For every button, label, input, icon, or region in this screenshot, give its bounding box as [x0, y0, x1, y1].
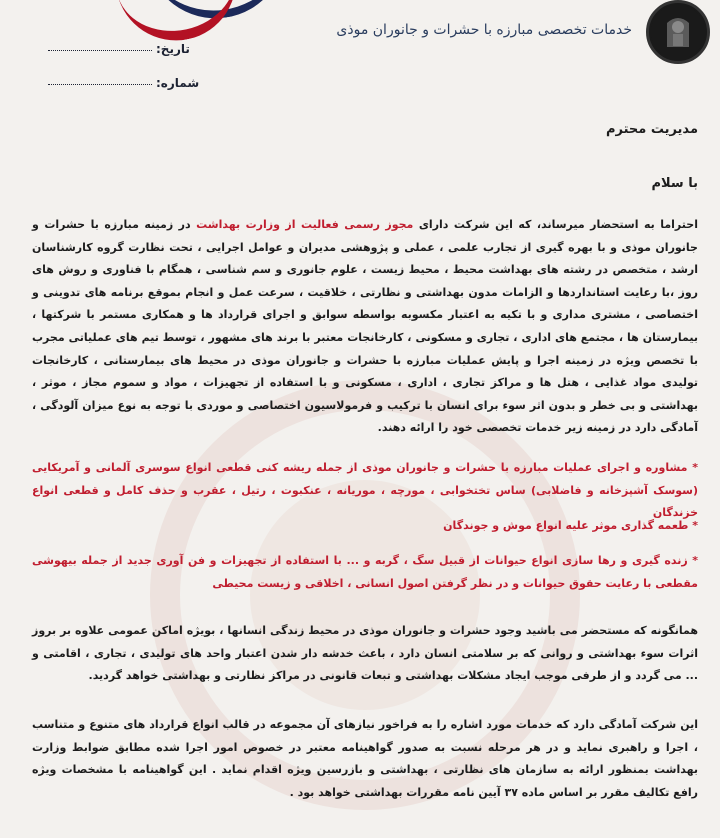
- intro-highlight: مجوز رسمی فعالیت از وزارت بهداشت: [196, 218, 414, 231]
- shield-pest-logo-icon: [646, 0, 710, 64]
- date-line: [48, 49, 152, 51]
- greeting: با سلام: [651, 176, 698, 191]
- number-line: [48, 83, 152, 85]
- salutation: مدیریت محترم: [605, 122, 698, 137]
- number-field: [48, 76, 199, 90]
- paragraph-hazards: همانگونه که مستحضر می باشید وجود حشرات و جانوران موذی در محیط زندگی انسانها ، بویژه اماکن عمومی علاوه بر بروز اثرات سوء بهداشتی و روانی که بر سلامتی انسان دارد ، باعث خدشه دار شدن اعتبار واحد های تولیدی ، تجاری ، اقامتی و ... می گردد و از طرفی موجب ایجاد مشکلات بهداشتی و تبعات قانونی در مراکز نظارتی و بهداشتی خواهد گردید.: [32, 624, 698, 683]
- intro-prefix: احتراما به استحضار میرساند، که این شرکت دارای: [418, 218, 698, 231]
- bullet-animal-capture: * زنده گیری و رها سازی انواع حیوانات از قبیل سگ ، گربه و ... با استفاده از تجهیزات و فن آوری جدید از جمله بیهوشی مقطعی با رعایت حقوق حیوانات و در نظر گرفتن اصول انسانی ، اخلاقی و زیست محیطی: [32, 554, 698, 590]
- date-label: تاریخ:: [156, 42, 190, 56]
- paragraph-certification: این شرکت آمادگی دارد که خدمات مورد اشاره را به فراخور نیازهای آن مجموعه در قالب انواع قرارداد های متنوع و متناسب ، اجرا و راهبری نماید و در هر مرحله نسبت به صدور گواهینامه معتبر در خصوص امور اجرا شده مطابق ضوابط وزارت بهداشت بمنظور ارائه به سازمان های نظارتی ، بهداشتی و بازرسین ویژه اقدام نماید . این گواهینامه با مشخصات ویژه رافع تکالیف مقرر بر اساس ماده ۳۷ آیین نامه مقررات بهداشتی خواهد بود .: [32, 718, 698, 799]
- bullet-consulting: * مشاوره و اجرای عملیات مبارزه با حشرات و جانوران موذی از جمله ریشه کنی قطعی انواع سوسری آلمانی و آمریکایی (سوسک آشپزخانه و فاضلابی) ساس تختخوابی ، مورچه ، موریانه ، عنکبوت ، رتیل ، عقرب و حذف کامل و قطعی انواع خزندگان: [32, 461, 698, 520]
- intro-rest: در زمینه مبارزه با حشرات و جانوران موذی و با بهره گیری از تجارب علمی ، عملی و پژوهشی مدیران و عوامل اجرایی ، تحت نظارت گروه کارشناسان ارشد ، متخصص در رشته های بهداشت محیط ، محیط زیست ، علوم جانوری و سم شناسی ، همگام با فناوری و روش های روز ،با رعایت استانداردها و الزامات مدون بهداشتی و نظارتی ، خلاقیت ، سرعت عمل و انجام بموقع برنامه های تدوینی و اختصاصی ، مشتری مداری و با تکیه به اعتبار مکسوبه بواسطه سوابق و اجرای قرارداد ها و همکاری مستمر با شرکتها ، بیمارستان ها ، مجتمع های اداری ، تجاری و مسکونی ، کارخانجات معتبر با برند های مشهور ، توسط تیم های عملیاتی مجرب با تخصص ویژه در زمینه اجرا و پایش عملیات مبارزه با حشرات و جانوران موذی در محیط های بیمارستانی ، کارخانجات تولیدی مواد غذایی ، هتل ها و مراکز تجاری ، اداری ، مسکونی و با استفاده از تجهیزات ، مواد و سموم مجاز ، موثر ، بهداشتی و بی خطر و بدون اثر سوء برای انسان با ترکیب و فرمولاسیون اختصاصی و موردی با توجه به نوع میزان آلودگی ، آمادگی دارد در زمینه زیر خدمات تخصصی خود را ارائه دهند.: [32, 218, 698, 435]
- logo-graphic: [649, 3, 707, 61]
- date-field: [48, 42, 190, 56]
- number-label: شماره:: [156, 76, 200, 90]
- bullet-rodent-baiting: * طعمه گذاری موثر علیه انواع موش و جوندگان: [443, 519, 698, 532]
- intro-paragraph: [32, 214, 698, 440]
- company-tagline: خدمات تخصصی مبارزه با حشرات و جانوران موذی: [336, 22, 632, 38]
